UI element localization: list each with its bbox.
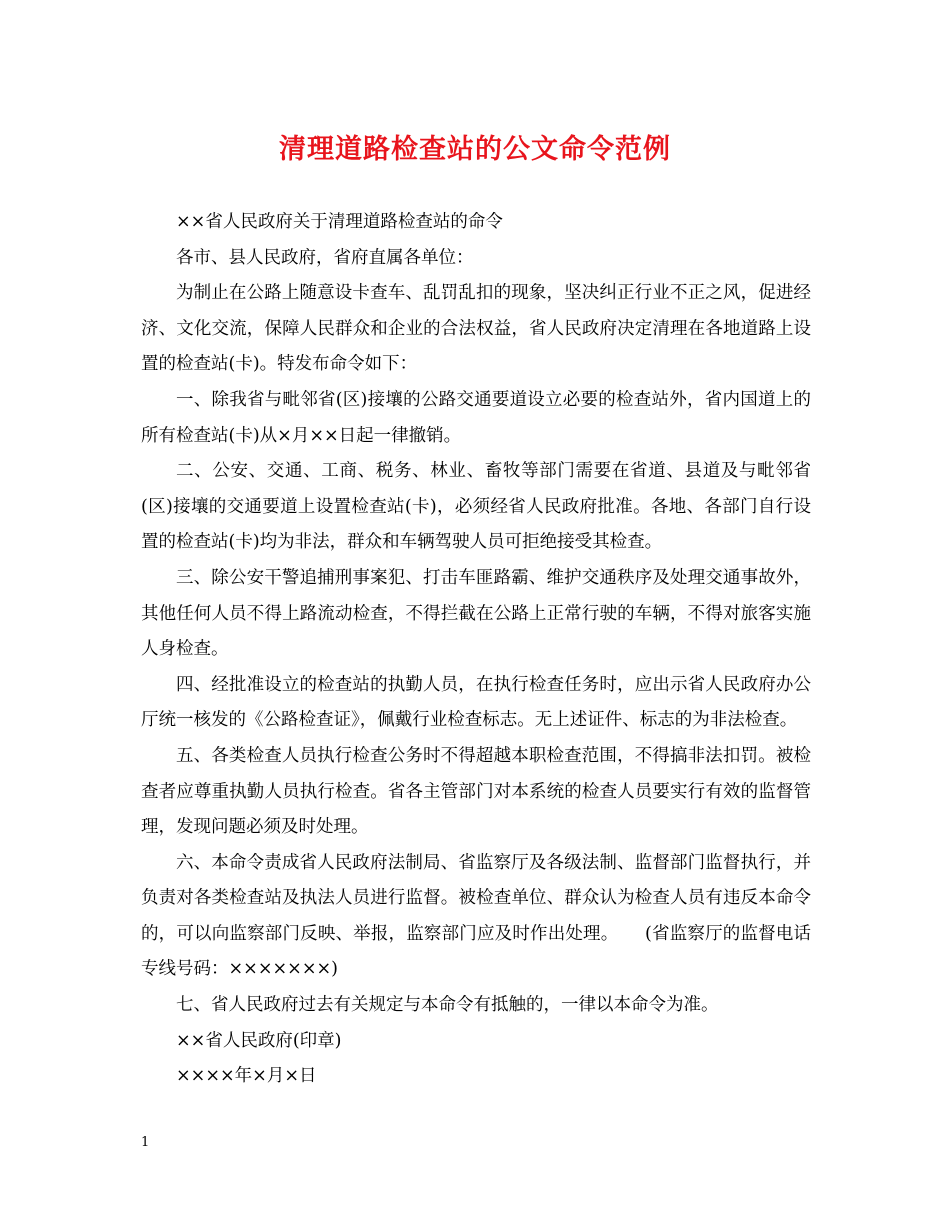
document-body — [141, 205, 811, 1095]
article-5: 五、各类检查人员执行检查公务时不得超越本职检查范围，不得搞非法扣罚。被检查者应尊重执勤人员执行检查。省各主管部门对本系统的检查人员要实行有效的监督管理，发现问题必须及时处理。 — [141, 745, 811, 838]
addressee: 各市、县人民政府，省府直属各单位： — [176, 247, 474, 268]
issuer-signature: ××省人民政府(印章) — [176, 1030, 342, 1051]
article-6: 六、本命令责成省人民政府法制局、省监察厅及各级法制、监督部门监督执行，并负责对各类检查站及执法人员进行监督。被检查单位、群众认为检查人员有违反本命令的，可以向监察部门反映、举报，监察部门应及时作出处理。 (省监察厅的监督电话专线号码：×××××××) — [141, 852, 811, 980]
issue-date: ××××年×月×日 — [176, 1066, 317, 1087]
page-number: 1 — [141, 1135, 150, 1150]
document-title: 清理道路检查站的公文命令范例 — [279, 134, 671, 165]
preamble-paragraph: 为制止在公路上随意设卡查车、乱罚乱扣的现象，坚决纠正行业不正之风，促进经济、文化交流，保障人民群众和企业的合法权益，省人民政府决定清理在各地道路上设置的检查站(卡)。特发布命令如下： — [141, 283, 811, 375]
article-3: 三、除公安干警追捕刑事案犯、打击车匪路霸、维护交通秩序及处理交通事故外，其他任何人员不得上路流动检查，不得拦截在公路上正常行驶的车辆，不得对旅客实施人身检查。 — [141, 567, 811, 660]
order-heading: ××省人民政府关于清理道路检查站的命令 — [176, 212, 503, 232]
article-2: 二、公安、交通、工商、税务、林业、畜牧等部门需要在省道、县道及与毗邻省(区)接壤的交通要道上设置检查站(卡)，必须经省人民政府批准。各地、各部门自行设置的检查站(卡)均为非法，群众和车辆驾驶人员可拒绝接受其检查。 — [141, 461, 811, 553]
article-7: 七、省人民政府过去有关规定与本命令有抵触的，一律以本命令为准。 — [176, 995, 719, 1016]
article-1: 一、除我省与毗邻省(区)接壤的公路交通要道设立必要的检查站外，省内国道上的所有检查站(卡)从×月××日起一律撤销。 — [141, 389, 811, 446]
article-4: 四、经批准设立的检查站的执勤人员，在执行检查任务时，应出示省人民政府办公厅统一核发的《公路检查证》，佩戴行业检查标志。无上述证件、标志的为非法检查。 — [141, 674, 811, 731]
